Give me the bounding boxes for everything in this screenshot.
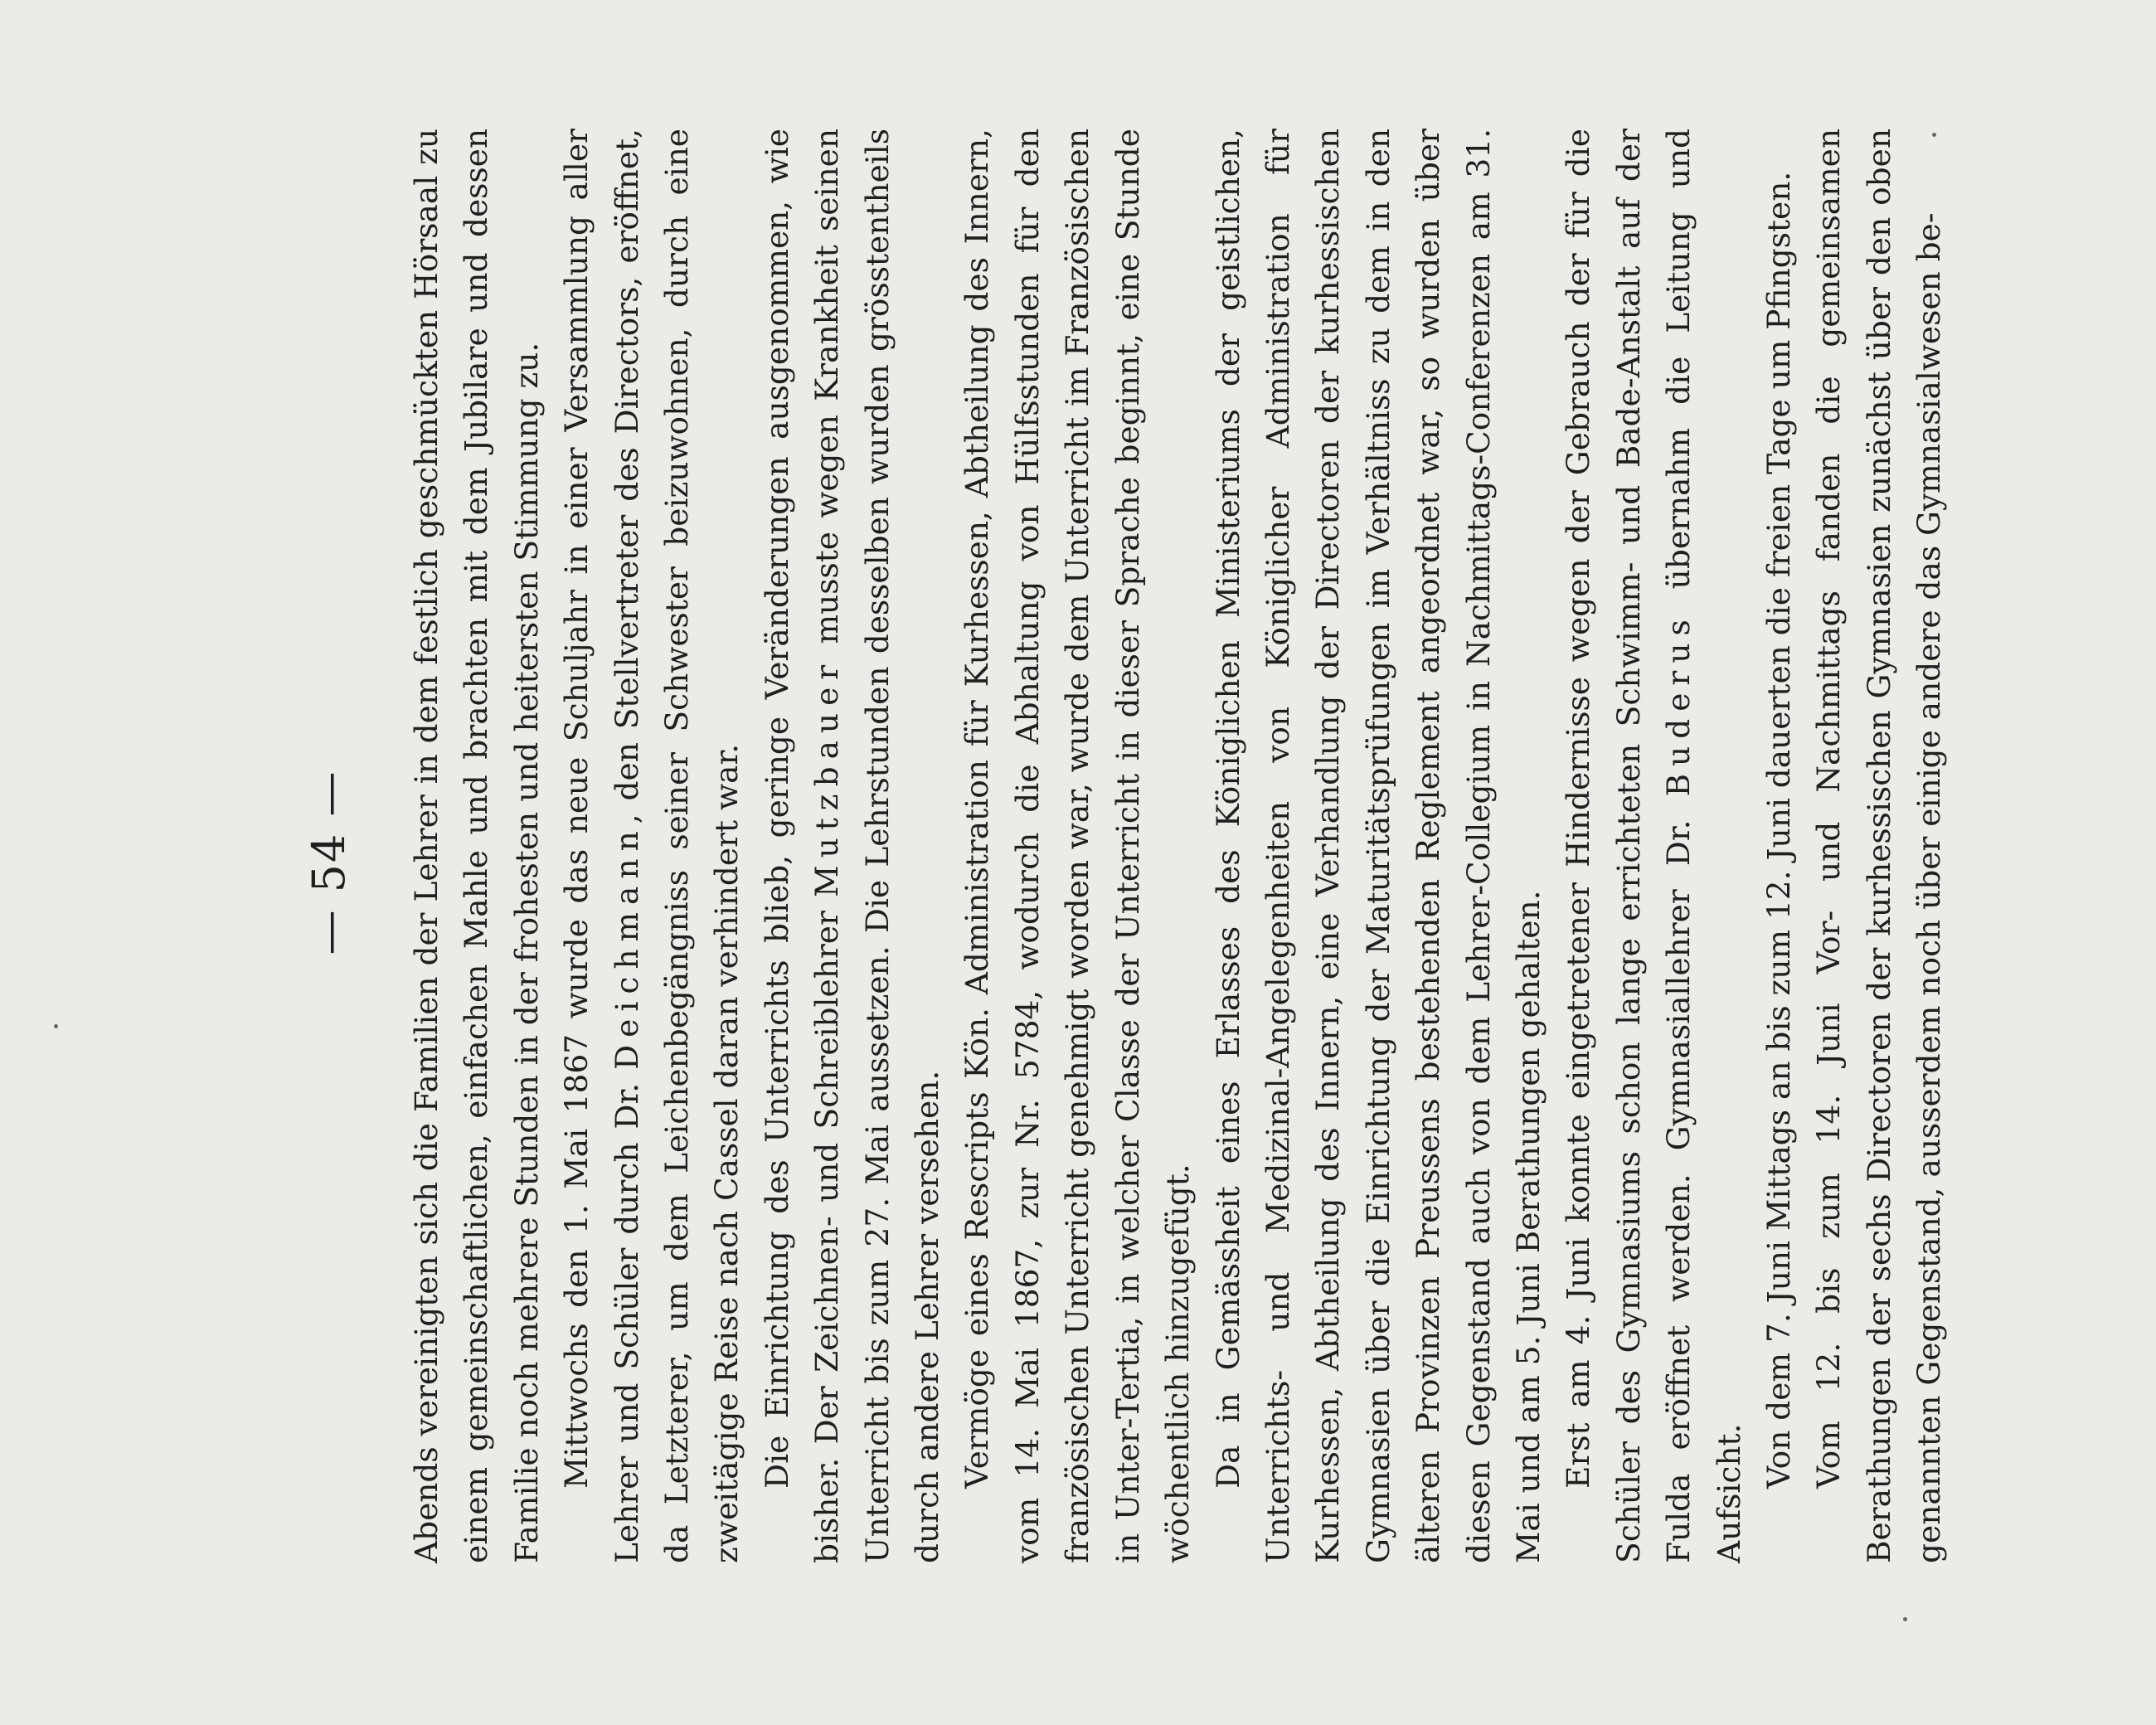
paragraph-text: Die Einrichtung des Unterrichts blieb, geringe Veränderungen ausgenommen, wie bisher. Der Zeichnen- und Schreiblehrer [758, 129, 846, 1563]
person-name: Deichmann [608, 824, 645, 1070]
paragraph-text: , den Stellvertreter des Directors, eröffnet, da Letzterer, um dem Leichenbegängniss seiner Schwester beizuwohnen, durch eine zweitägige Reise nach Cassel daran verhindert war. [608, 129, 745, 1563]
paragraph [551, 129, 752, 1563]
paragraph-text: Abends vereinigten sich die Familien der Lehrer in dem festlich geschmückten Hörsaal zu einem gemeinschaftlichen, einfachen Mahle und brachten mit dem Jubilare und dessen Familie noch mehrere Stunden in der frohesten und heitersten Stimmung zu. [408, 129, 545, 1563]
body-text [401, 87, 1954, 1638]
paragraph [1804, 129, 1954, 1563]
paragraph-text: übernahm die Leitung und Aufsicht. [1660, 129, 1747, 1563]
paragraph [1553, 129, 1754, 1563]
paragraph [1203, 129, 1554, 1563]
paragraph-text: Von dem 7. Juni Mittags an bis zum 12. Juni dauerten die freien Tage um Pfingsten. [1760, 171, 1797, 1489]
paragraph [401, 129, 551, 1563]
person-name: Mutzbauer [808, 657, 846, 897]
paragraph-text: Vom 12. bis zum 14. Juni Vor- und Nachmittags fanden die gemeinsamen Berathungen der sechs Directoren der kurhessischen Gymnasien zunächst über den oben genannten Gegenstand, ausserdem noch über einige andere das Gymnasialwesen be- [1810, 129, 1948, 1563]
paragraph [752, 129, 953, 1563]
paragraph [952, 129, 1202, 1563]
paragraph-text: Mittwochs den 1. Mai 1867 wurde das neue Schuljahr in einer Versammlung aller Lehrer und Schüler durch Dr. [558, 129, 645, 1563]
paragraph [1754, 129, 1804, 1563]
person-name: Buderus [1660, 612, 1697, 797]
page-content [303, 87, 1948, 1638]
paragraph-text: Erst am 4. Juni konnte eingetretener Hindernisse wegen der Gebrauch der für die Schüler des Gymnasiums schon lange errichteten Schwimm- und Bade-Anstalt auf der Fulda eröffnet werden. Gymnasiallehrer Dr. [1560, 129, 1697, 1563]
paragraph-text: Vermöge eines Rescripts Kön. Administration für Kurhessen, Abtheilung des Innern, vom 14. Mai 1867, zur Nr. 5784, wodurch die Abhaltung von Hülfsstunden für den französischen Unterricht genehmigt worden war, wurde dem Unterricht im Französischen in Unter-Tertia, in welcher Classe der Unterricht in dieser Sprache beginnt, eine Stunde wöchentlich hinzugefügt. [959, 129, 1197, 1563]
paragraph-text: musste wegen Krankheit seinen Unterricht bis zum 27. Mai aussetzen. Die Lehrstunden desselben wurden grösstentheils durch andere Lehrer versehen. [808, 129, 946, 1563]
page-number: — 54 — [303, 770, 355, 955]
paragraph-text: Da in Gemässheit eines Erlasses des Königlichen Ministeriums der geistlichen, Unterrichts- und Medizinal-Angelegenheiten von Königlicher Administration für Kurhessen, Abtheilung des Innern, eine Verhandlung der Directoren der kurhessischen Gymnasien über die Einrichtung der Maturitätsprüfungen im Verhältniss zu dem in den älteren Provinzen Preussens bestehenden Reglement angeordnet war, so wurden über diesen Gegenstand auch von dem Lehrer-Collegium in Nachmittags-Conferenzen am 31. Mai und am 5. Juni Berathungen gehalten. [1209, 129, 1547, 1563]
dust-speck [54, 1024, 58, 1028]
